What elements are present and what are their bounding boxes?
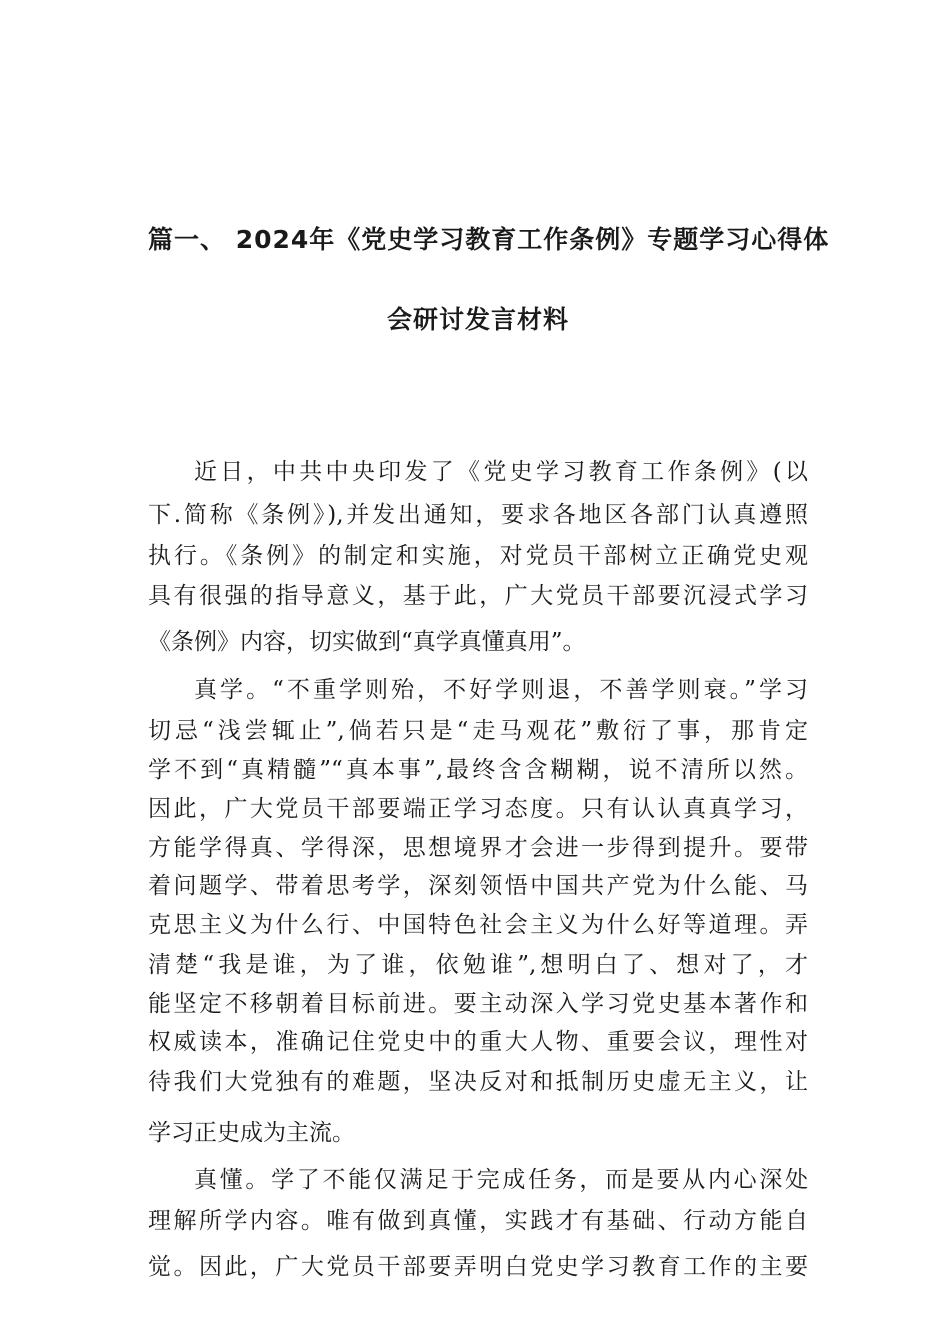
text-line: 待我们大党独有的难题，坚决反对和抵制历史虚无主义，让 <box>148 1069 808 1095</box>
document-title-line-2: 会研讨发言材料 <box>386 305 569 334</box>
text-line: 下.简称《条例》),并发出通知，要求各地区各部门认真遵照 <box>148 502 808 528</box>
text-line: 能坚定不移朝着目标前进。要主动深入学习党史基本著作和 <box>148 991 808 1017</box>
text-line: 具有很强的指导意义，基于此，广大党员干部要沉浸式学习 <box>148 583 808 609</box>
text-line: 权威读本，准确记住党史中的重大人物、重要会议，理性对 <box>148 1029 808 1055</box>
text-line: 真学。“不重学则殆，不好学则退，不善学则衰。”学习 <box>194 677 808 703</box>
text-line: 近日，中共中央印发了《党史学习教育工作条例》(以 <box>194 459 808 485</box>
text-line: 克思主义为什么行、中国特色社会主义为什么好等道理。弄 <box>148 912 808 938</box>
document-title-line-1: 篇一、 2024年《党史学习教育工作条例》专题学习心得体 <box>148 225 830 254</box>
text-line: 执行。《条例》的制定和实施，对党员干部树立正确党史观 <box>148 543 808 569</box>
text-line: 《条例》内容，切实做到“真学真懂真用”。 <box>148 629 586 655</box>
text-line: 真懂。学了不能仅满足于完成任务，而是要从内心深处 <box>194 1167 808 1193</box>
text-line: 切忌“浅尝辄止”,倘若只是“走马观花”敷衍了事，那肯定 <box>148 718 808 744</box>
text-line: 因此，广大党员干部要端正学习态度。只有认认真真学习， <box>148 796 808 822</box>
text-line: 理解所学内容。唯有做到真懂，实践才有基础、行动方能自 <box>148 1208 808 1234</box>
text-line: 清楚“我是谁，为了谁，依勉谁”,想明白了、想对了，才 <box>148 952 808 978</box>
text-line: 方能学得真、学得深，思想境界才会进一步得到提升。要带 <box>148 835 808 861</box>
text-line: 觉。因此，广大党员干部要弄明白党史学习教育工作的主要 <box>148 1254 808 1280</box>
text-line: 学不到“真精髓”“真本事”,最终含含糊糊，说不清所以然。 <box>148 757 808 783</box>
text-line: 着问题学、带着思考学，深刻领悟中国共产党为什么能、马 <box>148 873 808 899</box>
text-line: 学习正史成为主流。 <box>148 1120 355 1146</box>
